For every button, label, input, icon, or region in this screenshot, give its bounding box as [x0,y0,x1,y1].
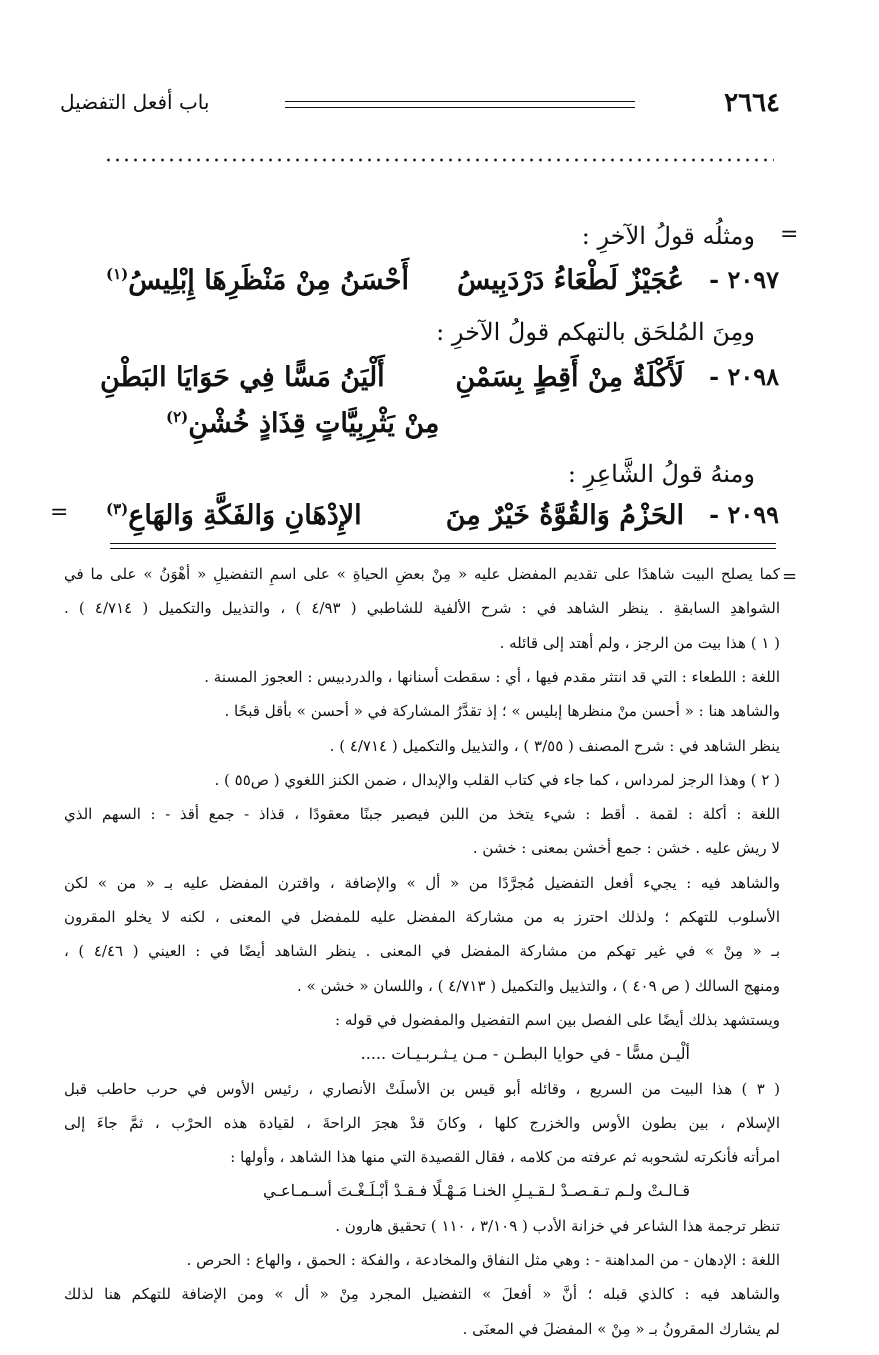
footnote-line: والشاهد فيه : يجيء أفعل التفضيل مُجرَّدًا من « أل » والإضافة ، واقترن المفضل عليه بـ « من » لكن [64,873,780,892]
continuation-mark-top: = [780,222,799,247]
footnote-line: بـ « مِنْ » في غير تهكم من مشاركة المفضل في المعنى . ينظر الشاهد أيضًا في : العيني ( ٤/٤٦ ) ، [64,942,781,961]
dotted-separator [104,158,774,162]
verse-hemistich-2: أَلْيَنُ مَسًّا فِي حَوَايَا البَطْنِ [100,362,385,393]
verse-number: ٢٠٩٩ - [709,500,779,529]
footnote-continuation-mark: = [782,566,798,587]
footnote-line: كما يصلح البيت شاهدًا على تقديم المفضل عليه « مِنْ بعضِ الحياةِ » على اسمِ التفضيلِ « أهْوَنُ » على ما في [64,565,780,583]
footnote-line: تنظر ترجمة هذا الشاعر في خزانة الأدب ( ٣/١٠٩ ، ١١٠ ) تحقيق هارون . [335,1216,780,1235]
verse-2098-line-2 [100,408,779,448]
page-header [60,90,780,124]
verse-2097 [100,265,779,305]
footnote-line: ( ٣ ) هذا البيت من السريع ، وقائله أبو قيس بن الأسلَتْ الأنصاري ، رئيس الأوس في حرب حاطب قبل [64,1079,780,1098]
footnote-line: الشواهدِ السابقةِ . ينظر الشاهد في : شرح الألفية للشاطبي ( ٤/٩٣ ) ، والتذييل والتكميل ( ٤/٧١٤ ) . [64,599,781,618]
footnote-line: والشاهد فيه : كالذي قبله ؛ أنَّ « أفعلَ » التفضيل المجرد مِنْ « أل » ومن الإضافة للتهكم هنا لذلك [64,1285,780,1304]
footnote-line: والشاهد هنا : « أحسن منْ منظرها إبليس » ؛ إذ تقدَّرُ المشاركة في « أحسن » بأقل قبحًا . [224,702,780,721]
verse-hemistich-2-text: الإِدْهَانِ وَالفَكَّةِ وَالهَاعِ [128,500,362,531]
intro-line-1: ومثلُه قولُ الآخرِ : [581,222,755,250]
footnote-line: ويستشهد بذلك أيضًا على الفصل بين اسم التفضيل والمفضول في قوله : [335,1010,780,1029]
verse-line-2 [160,408,439,439]
intro-line-3: ومنهُ قولُ الشَّاعِرِ : [567,460,755,488]
footnote-separator [110,543,776,549]
footnote-marker: (٢) [166,408,189,426]
footnote-line: لا ريش عليه . خشن : جمع أخشن بمعنى : خشن . [472,839,780,858]
verse-hemistich-2 [100,265,409,296]
continuation-mark-bottom: = [50,500,69,525]
footnote-line: امرأته فأنكرته لشحوبه ثم عرفته من كلامه ، فقال القصيدة التي منها هذا الشاهد ، وأولها : [230,1148,780,1167]
footnote-line: الأسلوب للتهكم ؛ ولذلك احترز به من مشاركة المفضل عليه للمفضل في المعنى ، لكنه لا يخلو المقرون [64,908,780,926]
intro-line-2: ومِنَ المُلحَق بالتهكم قولُ الآخرِ : [436,318,755,346]
chapter-title: باب أفعل التفضيل [60,90,210,114]
verse-2098 [100,362,779,402]
footnote-line: ألْيـن مسًّا - في حوايا البطـن - مـن يـثـربـيـات ..... [360,1044,690,1064]
header-rule [285,101,635,108]
verse-number: ٢٠٩٧ - [709,265,779,294]
footnote-marker: (٣) [106,500,129,518]
verse-2099 [100,500,779,540]
footnote-line: اللغة : اللطعاء : التي قد انتثر مقدم فيها ، أي : سقطت أسنانها ، والدردبيس : العجوز المسنة . [204,667,780,686]
footnote-line: ( ١ ) هذا بيت من الرجز ، ولم أهتد إلى قائله . [499,633,780,652]
footnote-line: الإسلام ، بين بطون الأوس والخزرج كلها ، وكانَ قدْ هجرَ الراحةَ ، لقيادة هذه الحرْب ، ثمَّ جاءَ إلى [64,1113,780,1132]
verse-hemistich-1: الحَزْمُ وَالقُوَّةُ خَيْرٌ مِنَ [445,500,684,531]
footnote-line: ( ٢ ) وهذا الرجز لمرداس ، كما جاء في كتاب القلب والإبدال ، ضمن الكنز اللغوي ( ص٥٥ ) . [214,770,780,789]
verse-line-2-text: مِنْ يَثْرِبِيَّاتٍ قِذَاذٍ خُشْنِ [188,408,440,439]
verse-number: ٢٠٩٨ - [709,362,779,391]
footnote-marker: (١) [106,265,129,283]
verse-hemistich-2-text: أَحْسَنُ مِنْ مَنْظَرِهَا إِبْلِيسُ [128,265,409,296]
verse-hemistich-1: عُجَيْزٌ لَطْعَاءُ دَرْدَبِيسُ [457,265,684,296]
footnote-line: اللغة : أكلة : لقمة . أقط : شيء يتخذ من اللبن فيصير جبنًا معقودًا ، قذاذ - جمع أقذ - : السهم الذي [64,805,780,824]
footnote-line: اللغة : الإدهان - من المداهنة - : وهي مثل النفاق والمخادعة ، والفكة : الحمق ، والهاع : الحرص . [186,1251,780,1269]
footnote-line: قـالـتْ ولـم تـقـصـدْ لـقـيـلِ الخنـا مَـهْـلًا فـقـدْ أبْـلَـغْـتَ أسـمـاعـي [263,1181,690,1201]
page-number: ٢٦٦٤ [724,88,780,118]
footnote-line: ومنهج السالك ( ص ٤٠٩ ) ، والتذييل والتكميل ( ٤/٧١٣ ) ، واللسان « خشن » . [297,976,780,995]
footnote-line: ينظر الشاهد في : شرح المصنف ( ٣/٥٥ ) ، والتذييل والتكميل ( ٤/٧١٤ ) . [329,736,780,755]
footnote-line: لم يشارك المقرونُ بـ « مِنْ » المفضلَ في المعنَى . [462,1319,780,1338]
verse-hemistich-2 [100,500,362,531]
verse-hemistich-1: لَأَكْلَةٌ مِنْ أَقِطٍ بِسَمْنِ [455,362,684,393]
